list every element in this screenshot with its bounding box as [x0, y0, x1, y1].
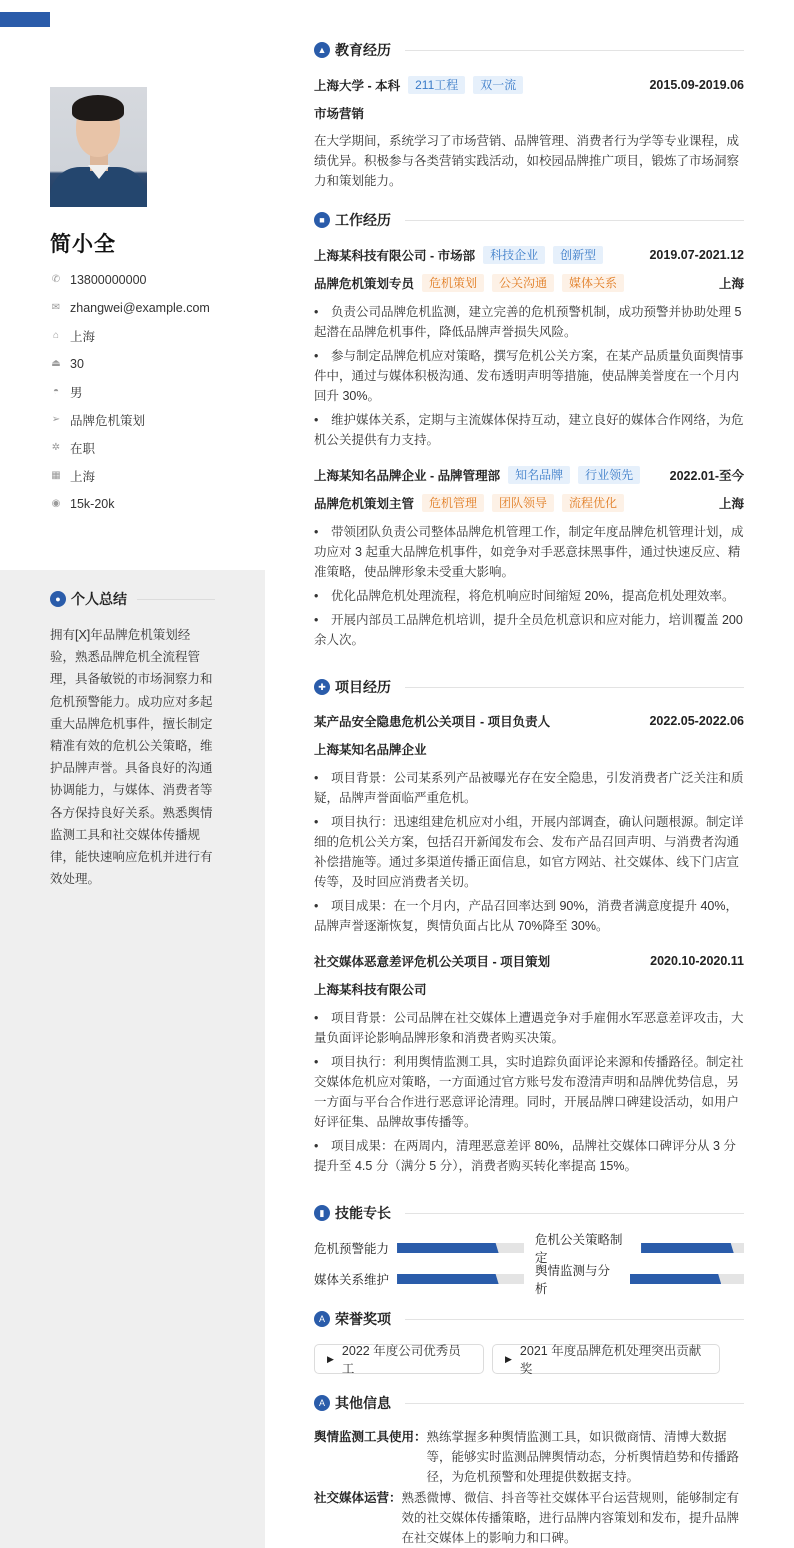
mail-icon: ✉: [51, 302, 61, 313]
other-item: [314, 1427, 744, 1487]
job-period: 2022.01-至今: [669, 469, 744, 483]
skill-bar: [397, 1274, 524, 1284]
tag: 创新型: [553, 246, 603, 264]
award-label: 2021 年度品牌危机处理突出贡献奖: [519, 1344, 702, 1376]
job-position-row: [314, 494, 744, 512]
bullet: • 参与制定品牌危机应对策略，撰写危机公关方案，在某产品质量负面舆情事件中，通过与媒体积极沟通、发布透明声明等措施，使品牌美誉度在一个月内回升 30%。: [314, 346, 744, 406]
other-item: [314, 1488, 744, 1548]
contact-value: 13800000000: [70, 273, 147, 287]
bullet: • 开展内部员工品牌危机培训，提升全员危机意识和应对能力，培训覆盖 200 余人次。: [314, 610, 744, 650]
other-label: 舆情监测工具使用：: [314, 1430, 427, 1444]
project-company: 上海某科技有限公司: [314, 983, 427, 997]
send-icon: ➢: [51, 414, 61, 425]
contact-value: 15k-20k: [70, 497, 115, 511]
award-icon: A: [314, 1311, 330, 1327]
tag: 双一流: [473, 76, 523, 94]
bullet: • 带领团队负责公司整体品牌危机管理工作，制定年度品牌危机管理计划，成功应对 3 起重大品牌危机事件，如竞争对手恶意抹黑事件，通过快速反应、精准策略，使品牌形象未受重大影响。: [314, 522, 744, 582]
divider: [137, 599, 215, 600]
bullet: • 负责公司品牌危机监测，建立完善的危机预警机制，成功预警并协助处理 5 起潜在品牌危机事件，降低品牌声誉损失风险。: [314, 302, 744, 342]
divider: [405, 1403, 744, 1404]
project-title-row: [314, 952, 744, 970]
skill-bar: [397, 1243, 524, 1253]
section-title: 其他信息: [335, 1395, 391, 1411]
contact-value: 上海: [70, 470, 96, 484]
contact-value: 男: [70, 386, 83, 400]
project-title-row: [314, 712, 744, 730]
bullet: • 维护媒体关系，定期与主流媒体保持互动，建立良好的媒体合作网络，为危机公关提供有力支持。: [314, 410, 744, 450]
tag: 媒体关系: [562, 274, 624, 292]
other-header: [314, 1393, 744, 1413]
job-location: 上海: [718, 497, 744, 511]
contact-email: [50, 294, 210, 322]
skill-name: 危机公关策略制定: [535, 1233, 623, 1265]
award-label: 2022 年度公司优秀员工: [341, 1344, 461, 1376]
summary-title: 个人总结: [71, 591, 127, 607]
contact-age: [50, 350, 210, 378]
chart-icon: ▮: [314, 1205, 330, 1221]
section-title: 项目经历: [335, 679, 391, 695]
education-description: 在大学期间，系统学习了市场营销、品牌管理、消费者行为学等专业课程，成绩优异。积极参与各类营销实践活动，如校园品牌推广项目，锻炼了市场洞察力和策划能力。: [314, 134, 740, 188]
skill-item: [314, 1240, 524, 1256]
skill-name: 媒体关系维护: [314, 1273, 390, 1287]
tag: 危机管理: [422, 494, 484, 512]
contact-work-city: [50, 462, 210, 490]
summary-header: [50, 589, 215, 609]
section-title: 荣誉奖项: [335, 1311, 391, 1327]
bullet: • 项目执行：利用舆情监测工具，实时追踪负面评论来源和传播路径。制定社交媒体危机应对策略，一方面通过官方账号发布澄清声明和品牌优势信息，另一方面与平台合作进行恶意评论清理。同时，开展品牌口碑建设活动，如用户好评征集、品牌故事传播等。: [314, 1052, 744, 1132]
skill-name: 危机预警能力: [314, 1242, 390, 1256]
graduation-cap-icon: ▲: [314, 42, 330, 58]
education-period: 2015.09-2019.06: [649, 78, 744, 92]
bullet: • 优化品牌危机处理流程，将危机响应时间缩短 20%，提高危机处理效率。: [314, 586, 744, 606]
skill-fill: [397, 1274, 499, 1284]
building-icon: ▦: [51, 470, 61, 481]
contact-gender: [50, 378, 210, 406]
project-company: 上海某知名品牌企业: [314, 743, 427, 757]
skill-item: [535, 1264, 744, 1296]
tag: 团队领导: [492, 494, 554, 512]
divider: [405, 1213, 744, 1214]
candidate-name: 简小全: [50, 233, 116, 256]
award-item: [314, 1344, 484, 1374]
project-name: 社交媒体恶意差评危机公关项目 - 项目策划: [314, 955, 551, 969]
bullet: • 项目成果：在一个月内，产品召回率达到 90%，消费者满意度提升 40%，品牌声誉逐渐恢复，舆情负面占比从 70%降至 30%。: [314, 896, 744, 936]
briefcase-icon: ■: [314, 212, 330, 228]
job-location: 上海: [718, 277, 744, 291]
info-icon: A: [314, 1395, 330, 1411]
work-header: [314, 210, 744, 230]
project-company-row: [314, 980, 744, 998]
section-title: 技能专长: [335, 1205, 391, 1221]
other-text: 熟练掌握多种舆情监测工具，如识微商情、清博大数据等，能够实时监测品牌舆情动态，分析舆情趋势和传播路径，为危机预警和处理提供数据支持。: [426, 1430, 740, 1484]
contact-salary: [50, 490, 210, 518]
age-icon: ⏏: [51, 358, 61, 369]
job-company-row: [314, 466, 744, 484]
divider: [405, 1319, 744, 1320]
summary-text: 拥有[X]年品牌危机策划经验，熟悉品牌危机全流程管理，具备敏锐的市场洞察力和危机预警能力。成功应对多起重大品牌危机事件，擅长制定精准有效的危机公关策略，维护品牌声誉。具备良好的沟通协调能力，与媒体、消费者等各方保持良好关系。熟悉舆情监测工具和社交媒体传播规律，能快速响应危机并进行有效处理。: [50, 628, 213, 887]
education-row: [314, 76, 744, 94]
job-company-row: [314, 246, 744, 264]
position: 品牌危机策划主管: [314, 497, 415, 511]
user-icon: ●: [50, 591, 66, 607]
contact-location: [50, 322, 210, 350]
tag: 行业领先: [578, 466, 640, 484]
home-icon: ⌂: [52, 330, 60, 341]
major-row: [314, 104, 744, 122]
play-icon: ▶: [505, 1353, 512, 1364]
contact-phone: [50, 266, 210, 294]
salary-icon: ◉: [51, 498, 61, 509]
job-bullets: [314, 302, 744, 454]
tag: 211工程: [408, 76, 465, 94]
phone-icon: ✆: [51, 274, 61, 285]
contact-value: 30: [70, 357, 84, 371]
bullet: • 项目执行：迅速组建危机应对小组，开展内部调查，确认问题根源。制定详细的危机公关方案，包括召开新闻发布会、发布产品召回声明、与消费者沟通补偿措施等。通过多渠道传播正面信息，如官方网站、社交媒体、线下门店宣传等，及时回应消费者关切。: [314, 812, 744, 892]
skill-item: [535, 1233, 744, 1265]
education-header: [314, 40, 744, 60]
skill-item: [314, 1271, 524, 1287]
school-name: 上海大学 - 本科: [314, 79, 401, 93]
tag: 知名品牌: [508, 466, 570, 484]
major: 市场营销: [314, 107, 365, 121]
bullet: • 项目背景：公司品牌在社交媒体上遭遇竞争对手雇佣水军恶意差评攻击，大量负面评论影响品牌形象和消费者购买决策。: [314, 1008, 744, 1048]
divider: [405, 50, 744, 51]
award-item: [492, 1344, 720, 1374]
job-period: 2019.07-2021.12: [649, 248, 744, 262]
job-position-row: [314, 274, 744, 292]
divider: [405, 220, 744, 221]
awards-header: [314, 1309, 744, 1329]
project-company-row: [314, 740, 744, 758]
contact-target-position: [50, 406, 210, 434]
section-title: 工作经历: [335, 212, 391, 228]
other-text: 熟悉微博、微信、抖音等社交媒体平台运营规则，能够制定有效的社交媒体传播策略，进行品牌内容策划和发布，提升品牌在社交媒体上的影响力和口碑。: [401, 1491, 740, 1545]
contact-value: zhangwei@example.com: [70, 301, 210, 315]
job-bullets: [314, 522, 744, 654]
other-label: 社交媒体运营：: [314, 1491, 402, 1505]
section-title: 教育经历: [335, 42, 391, 58]
bullet: • 项目背景：公司某系列产品被曝光存在安全隐患，引发消费者广泛关注和质疑，品牌声誉面临严重危机。: [314, 768, 744, 808]
project-period: 2020.10-2020.11: [650, 954, 744, 968]
tag: 危机策划: [422, 274, 484, 292]
project-bullets: [314, 1008, 744, 1180]
position: 品牌危机策划专员: [314, 277, 415, 291]
tag: 公关沟通: [492, 274, 554, 292]
tag: 流程优化: [562, 494, 624, 512]
project-name: 某产品安全隐患危机公关项目 - 项目负责人: [314, 715, 551, 729]
skill-name: 舆情监测与分析: [535, 1264, 611, 1296]
contact-value: 品牌危机策划: [70, 414, 146, 428]
tag: 科技企业: [483, 246, 545, 264]
play-icon: ▶: [327, 1353, 334, 1364]
contact-value: 在职: [70, 442, 96, 456]
contact-value: 上海: [70, 330, 96, 344]
grid-icon: ✚: [314, 679, 330, 695]
skill-fill: [641, 1243, 734, 1253]
avatar: [50, 87, 147, 207]
skill-fill: [397, 1243, 499, 1253]
skill-fill: [630, 1274, 721, 1284]
contact-list: [50, 266, 210, 518]
skills-header: [314, 1203, 744, 1223]
projects-header: [314, 677, 744, 697]
skill-bar: [641, 1243, 744, 1253]
skill-bar: [630, 1274, 744, 1284]
company-name: 上海某科技有限公司 - 市场部: [314, 249, 476, 263]
company-name: 上海某知名品牌企业 - 品牌管理部: [314, 469, 501, 483]
bullet: • 项目成果：在两周内，清理恶意差评 80%，品牌社交媒体口碑评分从 3 分提升至 4.5 分（满分 5 分），消费者购买转化率提高 15%。: [314, 1136, 744, 1176]
divider: [405, 687, 744, 688]
gender-icon: ◓: [52, 386, 60, 397]
sidebar: [0, 0, 265, 1548]
project-period: 2022.05-2022.06: [649, 714, 744, 728]
project-bullets: [314, 768, 744, 940]
contact-status: [50, 434, 210, 462]
status-icon: ✲: [51, 442, 61, 453]
